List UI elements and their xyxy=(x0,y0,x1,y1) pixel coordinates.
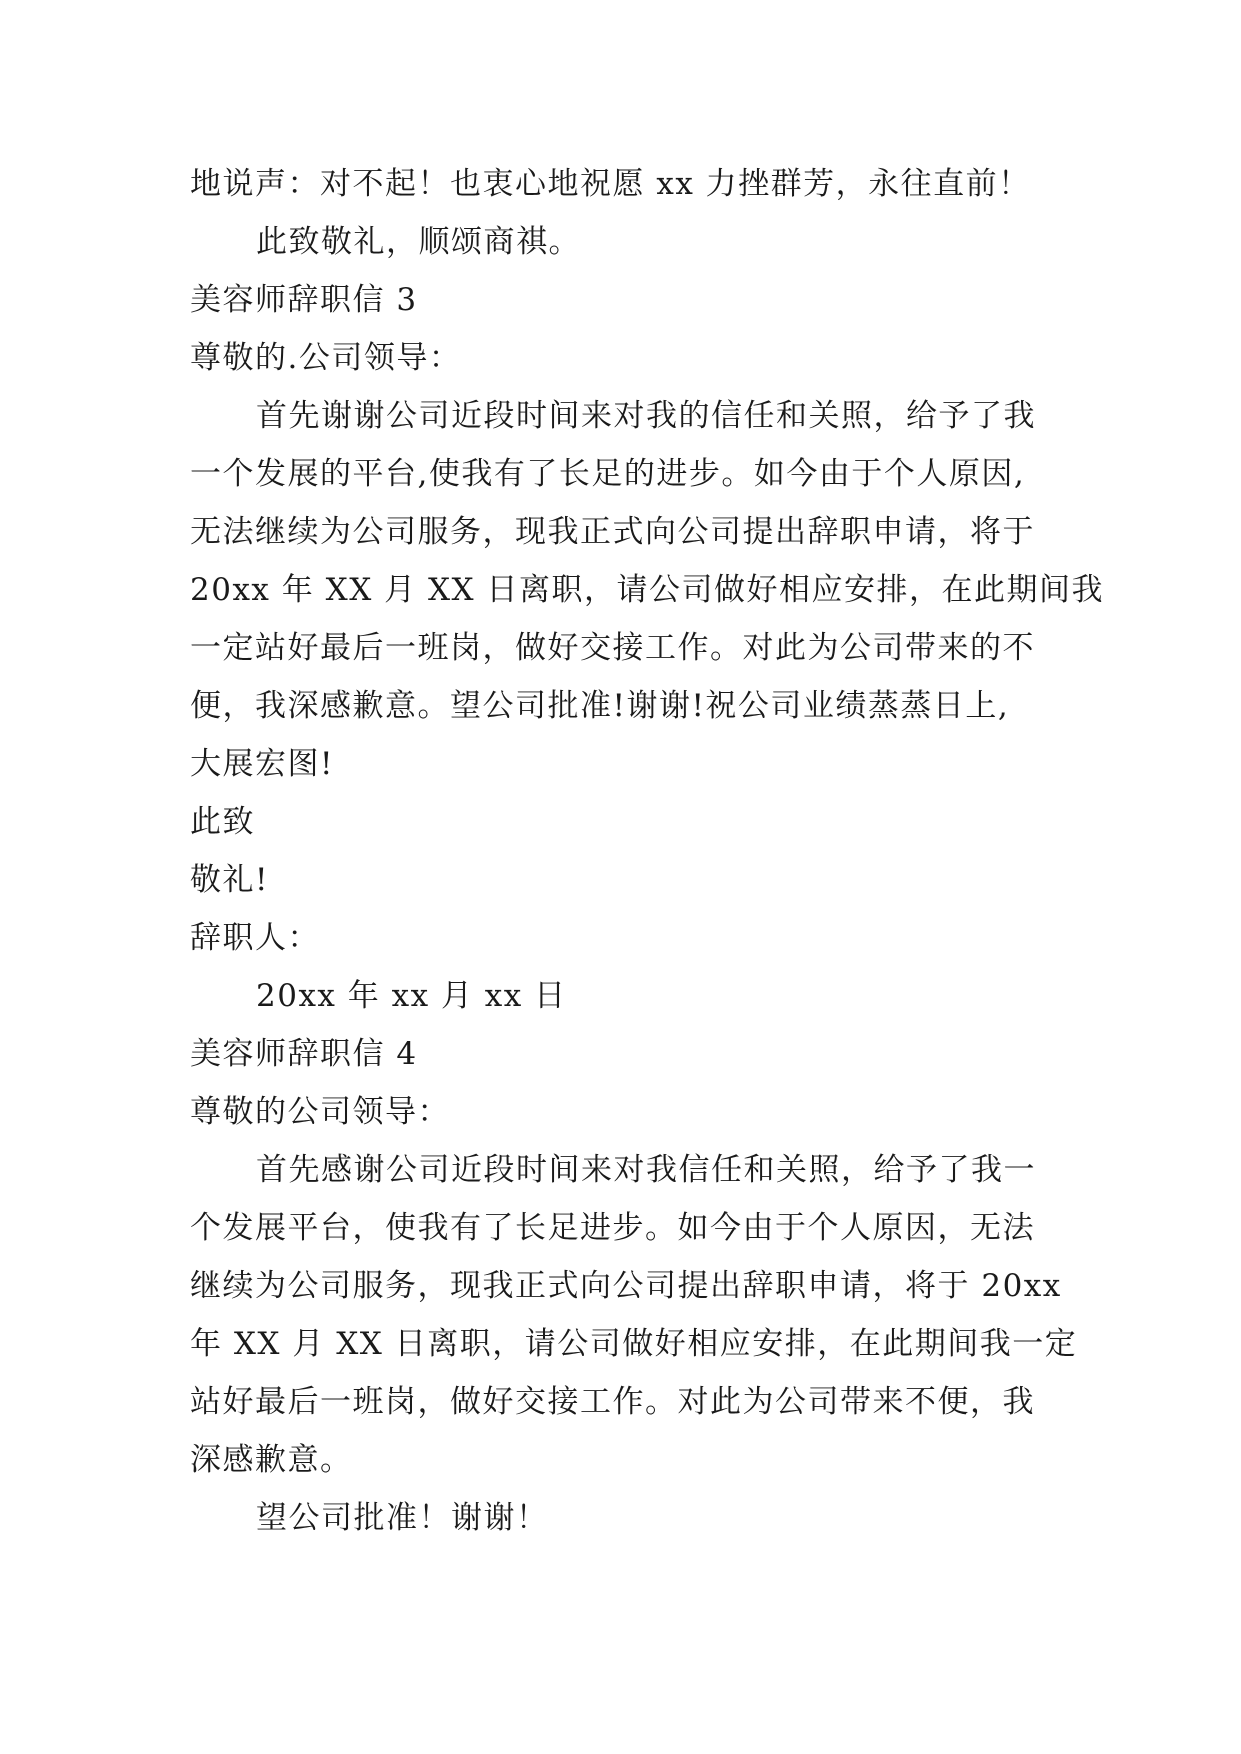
text-line: 继续为公司服务，现我正式向公司提出辞职申请，将于 20xx xyxy=(190,1268,1062,1304)
text-line: 20xx 年 XX 月 XX 日离职，请公司做好相应安排，在此期间我 xyxy=(190,572,1104,608)
text-line: 首先谢谢公司近段时间来对我的信任和关照，给予了我 xyxy=(256,398,1036,434)
text-line: 站好最后一班岗，做好交接工作。对此为公司带来不便，我 xyxy=(190,1384,1035,1420)
signature-label: 辞职人： xyxy=(190,920,320,956)
closing-line: 此致 xyxy=(190,804,255,840)
text-line: 大展宏图! xyxy=(190,746,334,782)
text-line: 便，我深感歉意。望公司批准!谢谢!祝公司业绩蒸蒸日上, xyxy=(190,688,1010,724)
text-line: 地说声：对不起！也衷心地祝愿 xx 力挫群芳，永往直前！ xyxy=(190,166,1031,202)
date-line: 20xx 年 xx 月 xx 日 xyxy=(256,978,567,1014)
section-title: 美容师辞职信 4 xyxy=(190,1036,418,1072)
text-line: 一定站好最后一班岗，做好交接工作。对此为公司带来的不 xyxy=(190,630,1035,666)
text-line: 此致敬礼，顺颂商祺。 xyxy=(256,224,581,260)
text-line: 望公司批准！谢谢！ xyxy=(256,1500,549,1536)
text-line: 个发展平台，使我有了长足进步。如今由于个人原因，无法 xyxy=(190,1210,1035,1246)
text-line: 首先感谢公司近段时间来对我信任和关照，给予了我一 xyxy=(256,1152,1036,1188)
closing-line: 敬礼! xyxy=(190,862,269,898)
text-line: 无法继续为公司服务，现我正式向公司提出辞职申请，将于 xyxy=(190,514,1035,550)
text-line: 深感歉意。 xyxy=(190,1442,353,1478)
salutation: 尊敬的.公司领导： xyxy=(190,340,462,376)
salutation: 尊敬的公司领导： xyxy=(190,1094,450,1130)
text-line: 一个发展的平台,使我有了长足的进步。如今由于个人原因, xyxy=(190,456,1026,492)
document-body xyxy=(190,155,1104,1547)
section-title: 美容师辞职信 3 xyxy=(190,282,418,318)
text-line: 年 XX 月 XX 日离职，请公司做好相应安排，在此期间我一定 xyxy=(190,1326,1078,1362)
